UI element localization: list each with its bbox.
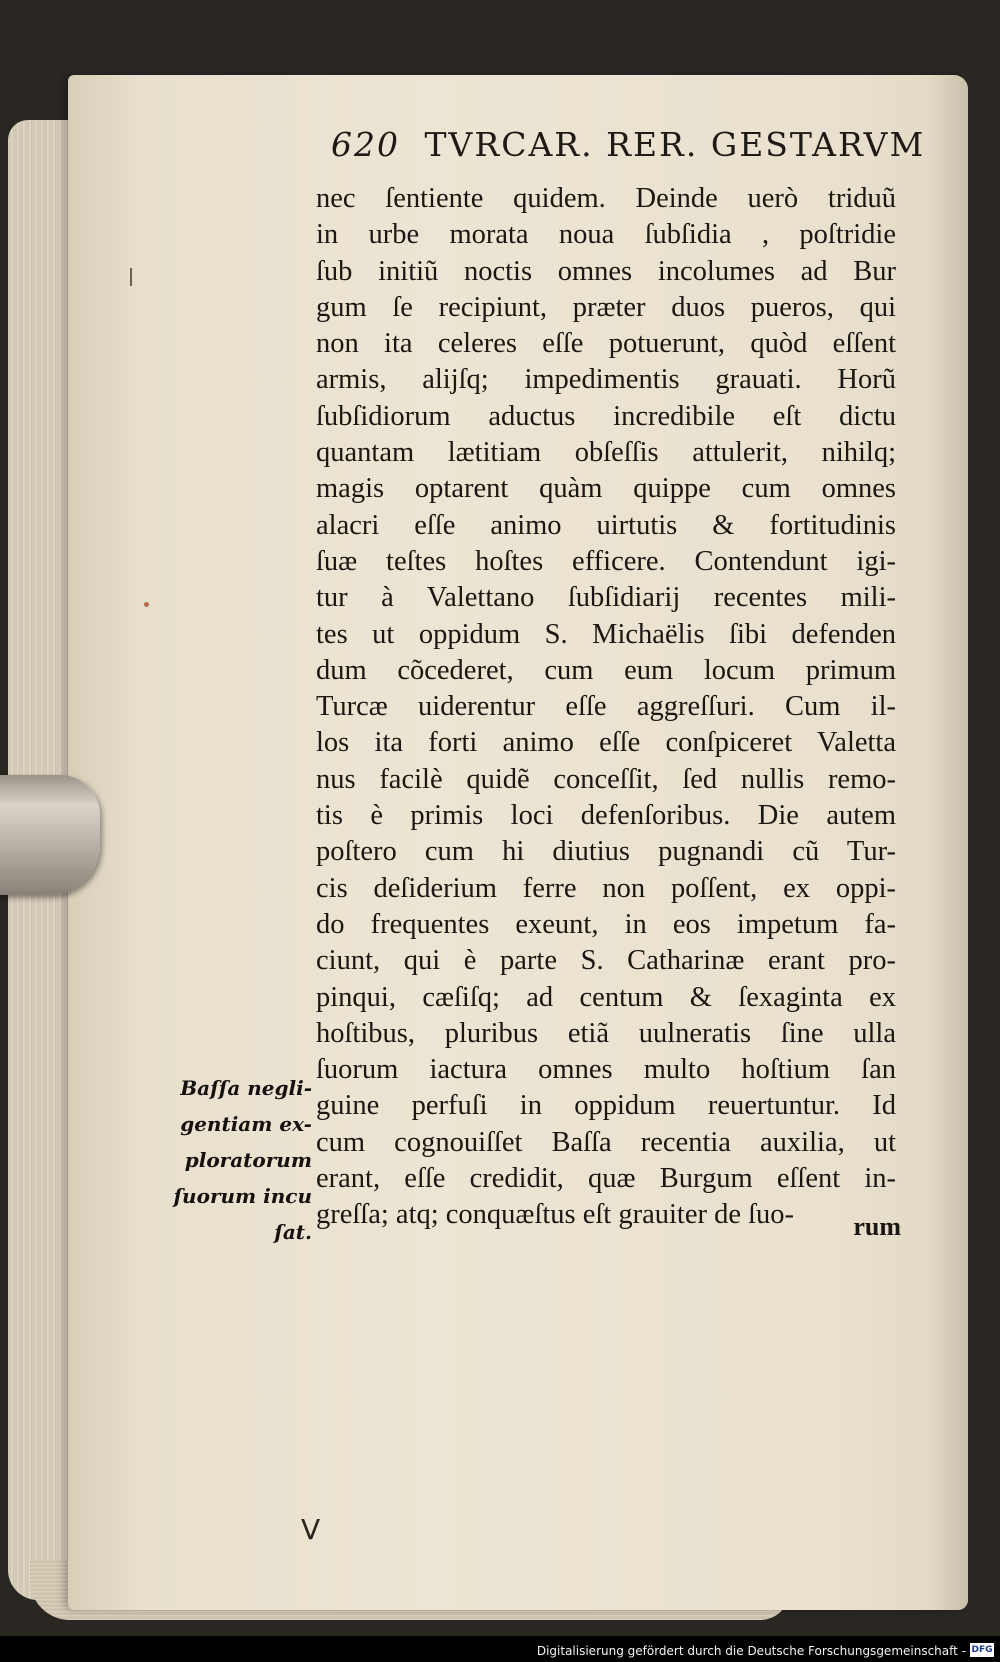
text-line: magis optarent quàm quippe cum omnes (316, 473, 896, 505)
text-line: ſuorum iactura omnes multo hoſtium ſan (316, 1054, 896, 1086)
text-line: guine perfuſi in oppidum reuertuntur. Id (316, 1090, 896, 1122)
signature-mark: V (301, 1513, 321, 1546)
footer-bar (0, 1636, 1000, 1662)
text-line: ſuæ teſtes hoſtes efficere. Contendunt igi- (316, 545, 896, 577)
text-line: nus facilè quidẽ conceſſit, ſed nullis remo- (316, 763, 896, 795)
text-line: poſtero cum hi diutius pugnandi cũ Tur- (316, 836, 896, 868)
text-line: armis, alijſq; impedimentis grauati. Horũ (316, 364, 896, 396)
funding-credit: Digitalisierung gefördert durch die Deutsche Forschungsgemeinschaft - (536, 1644, 966, 1658)
text-line: greſſa; atq; conquæſtus eſt grauiter de ſuo- (316, 1199, 795, 1231)
text-line: quantam lætitiam obſeſſis attulerit, nihilq; (316, 437, 896, 469)
text-line: ciunt, qui è parte S. Catharinæ erant pro- (316, 945, 896, 977)
text-line: tes ut oppidum S. Michaëlis ſibi defenden (316, 618, 896, 650)
text-line: Turcæ uiderentur eſſe aggreſſuri. Cum il- (316, 691, 896, 723)
text-line: alacri eſſe animo uirtutis & fortitudinis (316, 509, 896, 541)
text-line: los ita forti animo eſſe conſpiceret Valetta (316, 727, 896, 759)
running-head (331, 125, 926, 175)
text-line: cis deſiderium ferre non poſſent, ex oppi- (316, 872, 896, 904)
pencil-mark (130, 268, 132, 286)
text-line: ſubſidiorum aductus incredibile eſt dictu (316, 400, 896, 432)
text-line: pinqui, cæſiſq; ad centum & ſexaginta ex (316, 981, 896, 1013)
book-page (68, 75, 968, 1610)
dfg-logo-icon: DFG (971, 1645, 993, 1655)
page-edge-shadow (928, 75, 968, 1610)
marginal-note-line: ploratorum (184, 1148, 312, 1172)
text-line: non ita celeres eſſe potuerunt, quòd eſſent (316, 328, 896, 360)
main-text-block (316, 181, 896, 1234)
text-line: gum ſe recipiunt, præter duos pueros, qui (316, 291, 896, 323)
marginal-note-line: ſuorum incu (173, 1184, 312, 1208)
book-clasp (0, 775, 100, 895)
text-line: nec ſentiente quidem. Deinde uerò triduũ (316, 183, 896, 214)
ink-spot (144, 602, 149, 607)
marginal-note (172, 1070, 312, 1250)
page-number: 620 (331, 125, 400, 164)
text-line: ſub initiũ noctis omnes incolumes ad Bur (316, 255, 896, 287)
text-line: in urbe morata noua ſubſidia , poſtridie (316, 219, 896, 251)
text-line: dum cõcederet, cum eum locum primum (316, 654, 896, 686)
text-line: do frequentes exeunt, in eos impetum fa- (316, 908, 896, 940)
text-line: hoſtibus, pluribus etiã uulneratis ſine ulla (316, 1017, 896, 1049)
text-line: erant, eſſe credidit, quæ Burgum eſſent in- (316, 1163, 896, 1195)
marginal-note-line: gentiam ex- (180, 1112, 312, 1136)
text-line: tur à Valettano ſubſidiarij recentes mili- (316, 582, 896, 614)
marginal-note-line: ſat. (274, 1220, 312, 1244)
text-line: cum cognouiſſet Baſſa recentia auxilia, ut (316, 1126, 896, 1158)
catchword: rum (853, 1212, 901, 1241)
text-line: tis è primis loci defenſoribus. Die autem (316, 800, 896, 832)
running-title: TVRCAR. RER. GESTARVM (424, 125, 926, 164)
marginal-note-line: Baſſa negli- (180, 1076, 312, 1100)
